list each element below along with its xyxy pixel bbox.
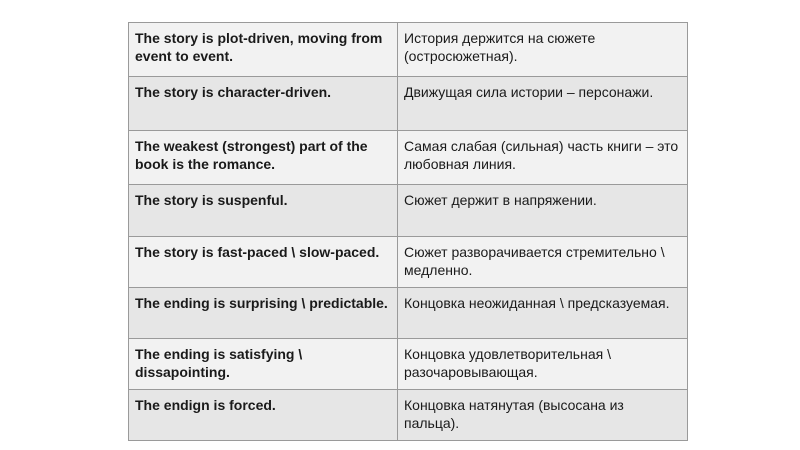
vocabulary-table xyxy=(128,22,688,441)
russian-translation: Сюжет держит в напряжении. xyxy=(398,185,688,237)
russian-translation: Сюжет разворачивается стремительно \ медленно. xyxy=(398,237,688,288)
table-row xyxy=(129,23,688,77)
english-phrase: The story is fast-paced \ slow-paced. xyxy=(129,237,398,288)
table-row xyxy=(129,77,688,131)
table-row xyxy=(129,339,688,390)
russian-translation: Самая слабая (сильная) часть книги – это любовная линия. xyxy=(398,131,688,185)
english-phrase: The endign is forced. xyxy=(129,390,398,441)
russian-translation: Движущая сила истории – персонажи. xyxy=(398,77,688,131)
english-phrase: The story is character-driven. xyxy=(129,77,398,131)
russian-translation: Концовка неожиданная \ предсказуемая. xyxy=(398,288,688,339)
table-row xyxy=(129,131,688,185)
russian-translation: История держится на сюжете (остросюжетная). xyxy=(398,23,688,77)
table-row xyxy=(129,185,688,237)
english-phrase: The ending is satisfying \ dissapointing. xyxy=(129,339,398,390)
english-phrase: The weakest (strongest) part of the book is the romance. xyxy=(129,131,398,185)
table-row xyxy=(129,237,688,288)
table-row xyxy=(129,390,688,441)
english-phrase: The ending is surprising \ predictable. xyxy=(129,288,398,339)
table-row xyxy=(129,288,688,339)
english-phrase: The story is suspenful. xyxy=(129,185,398,237)
russian-translation: Концовка натянутая (высосана из пальца). xyxy=(398,390,688,441)
russian-translation: Концовка удовлетворительная \ разочаровывающая. xyxy=(398,339,688,390)
english-phrase: The story is plot-driven, moving from event to event. xyxy=(129,23,398,77)
